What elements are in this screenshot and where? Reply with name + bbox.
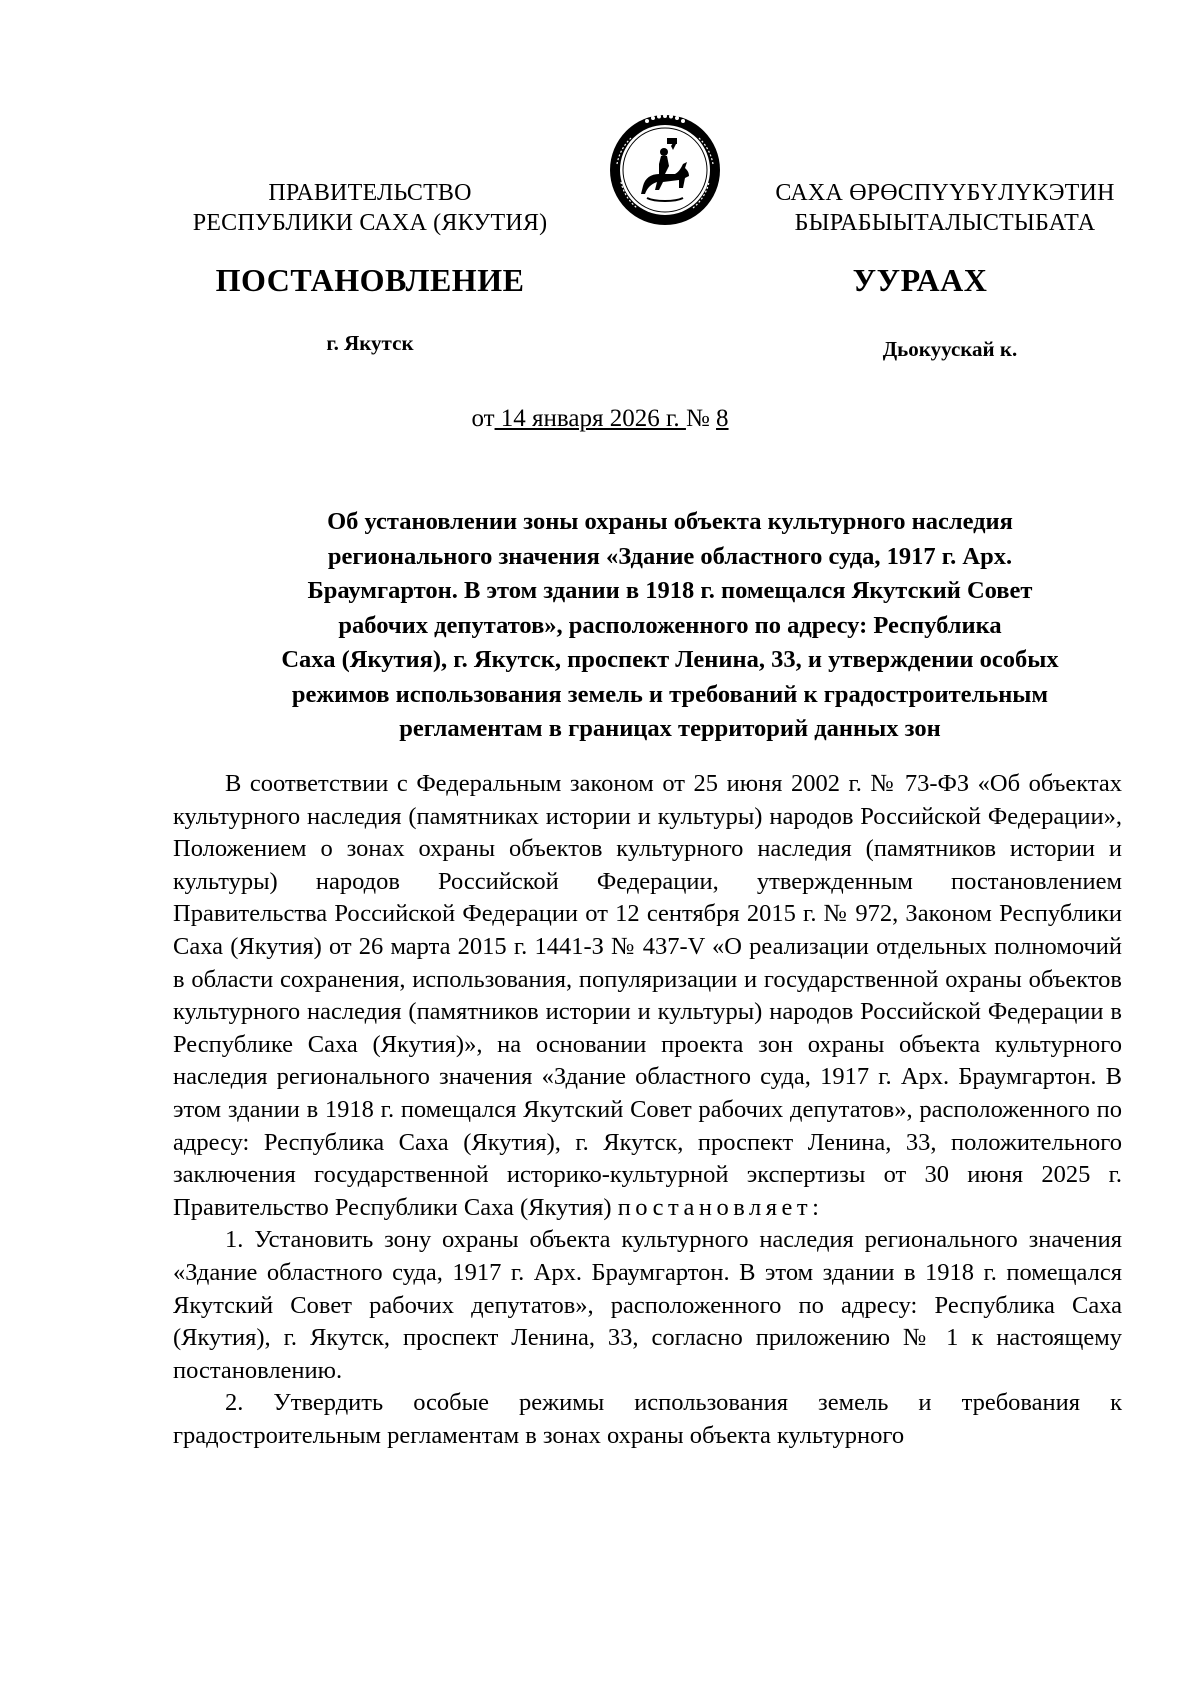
emblem-icon [607, 112, 723, 228]
item-1-paragraph: 1. Установить зону охраны объекта культурного наследия регионального значения «Здание областного суда, 1917 г. Арх. Браумгартон. В этом здании в 1918 г. помещался Якутский Совет рабочих депутатов», расположенного по адресу: Республика Саха (Якутия), г. Якутск, проспект Ленина, 33, согласно приложению № 1 к настоящему постановлению. [173, 1226, 1122, 1384]
document-date: 14 января 2026 г. [494, 405, 686, 432]
government-name-russian [160, 178, 580, 238]
document-number: 8 [716, 405, 729, 432]
subject-line: Об установлении зоны охраны объекта культурного наследия [327, 508, 1013, 535]
preamble-text: В соответствии с Федеральным законом от 25 июня 2002 г. № 73-ФЗ «Об объектах культурного наследия (памятниках истории и культуры) народов Российской Федерации», Положением о зонах охраны объектов культурного наследия (памятников истории и культуры) народов Российской Федерации, утвержденным постановлением Правительства Российской Федерации от 12 сентября 2015 г. № 972, Законом Республики Саха (Якутия) от 26 марта 2015 г. 1441-З № 437-V «О реализации отдельных полномочий в области сохранения, использования, популяризации и государственной охраны объектов культурного наследия (памятников истории и культуры) народов Российской Федерации в Республике Саха (Якутия)», на основании проекта зон охраны объекта культурного наследия регионального значения «Здание областного суда, 1917 г. Арх. Браумгартон. В этом здании в 1918 г. помещался Якутский Совет рабочих депутатов», расположенного по адресу: Республика Саха (Якутия), г. Якутск, проспект Ленина, 33, положительного заключения государственной историко-культурной экспертизы от 30 июня 2025 г. Правительство Республики Саха (Якутия) [173, 770, 1122, 1221]
government-name-russian-line2: РЕСПУБЛИКИ САХА (ЯКУТИЯ) [192, 210, 548, 236]
subject-line: Саха (Якутия), г. Якутск, проспект Ленина, 33, и утверждении особых [281, 646, 1059, 673]
subject-line: регионального значения «Здание областного суда, 1917 г. Арх. [327, 542, 1013, 570]
government-name-sakha [750, 178, 1140, 238]
subject-line: Браумгартон. В этом здании в 1918 г. помещался Якутский Совет [307, 577, 1033, 604]
document-date-number [300, 404, 900, 434]
subject-line: режимов использования земель и требований к градостроительным [291, 680, 1049, 708]
date-prefix: от [471, 405, 495, 432]
document-subject [170, 505, 1170, 747]
resolves-word: постановляет: [617, 1193, 824, 1221]
preamble-paragraph [173, 768, 1122, 1224]
city-russian: г. Якутск [326, 331, 414, 355]
subject-line: рабочих депутатов», расположенного по адресу: Республика [338, 611, 1002, 639]
item-2-paragraph: 2. Утвердить особые режимы использования земель и требования к градостроительным регламентам в зонах охраны объекта культурного [173, 1389, 1122, 1449]
city-sakha: Дьокуускай к. [882, 337, 1018, 361]
government-name-russian-line1: ПРАВИТЕЛЬСТВО [268, 180, 472, 206]
government-name-sakha-line1: САХА ӨРӨСПҮҮБҮЛҮКЭТИН [775, 180, 1115, 206]
document-type-sakha: УУРААХ [852, 262, 988, 298]
number-sign: № [685, 405, 717, 432]
document-type-russian: ПОСТАНОВЛЕНИЕ [215, 262, 525, 298]
government-name-sakha-line2: БЫРАБЫЫТАЛЫСТЫБАТА [794, 210, 1096, 236]
subject-line: регламентам в границах территорий данных зон [399, 715, 941, 742]
document-body [173, 768, 1122, 1452]
